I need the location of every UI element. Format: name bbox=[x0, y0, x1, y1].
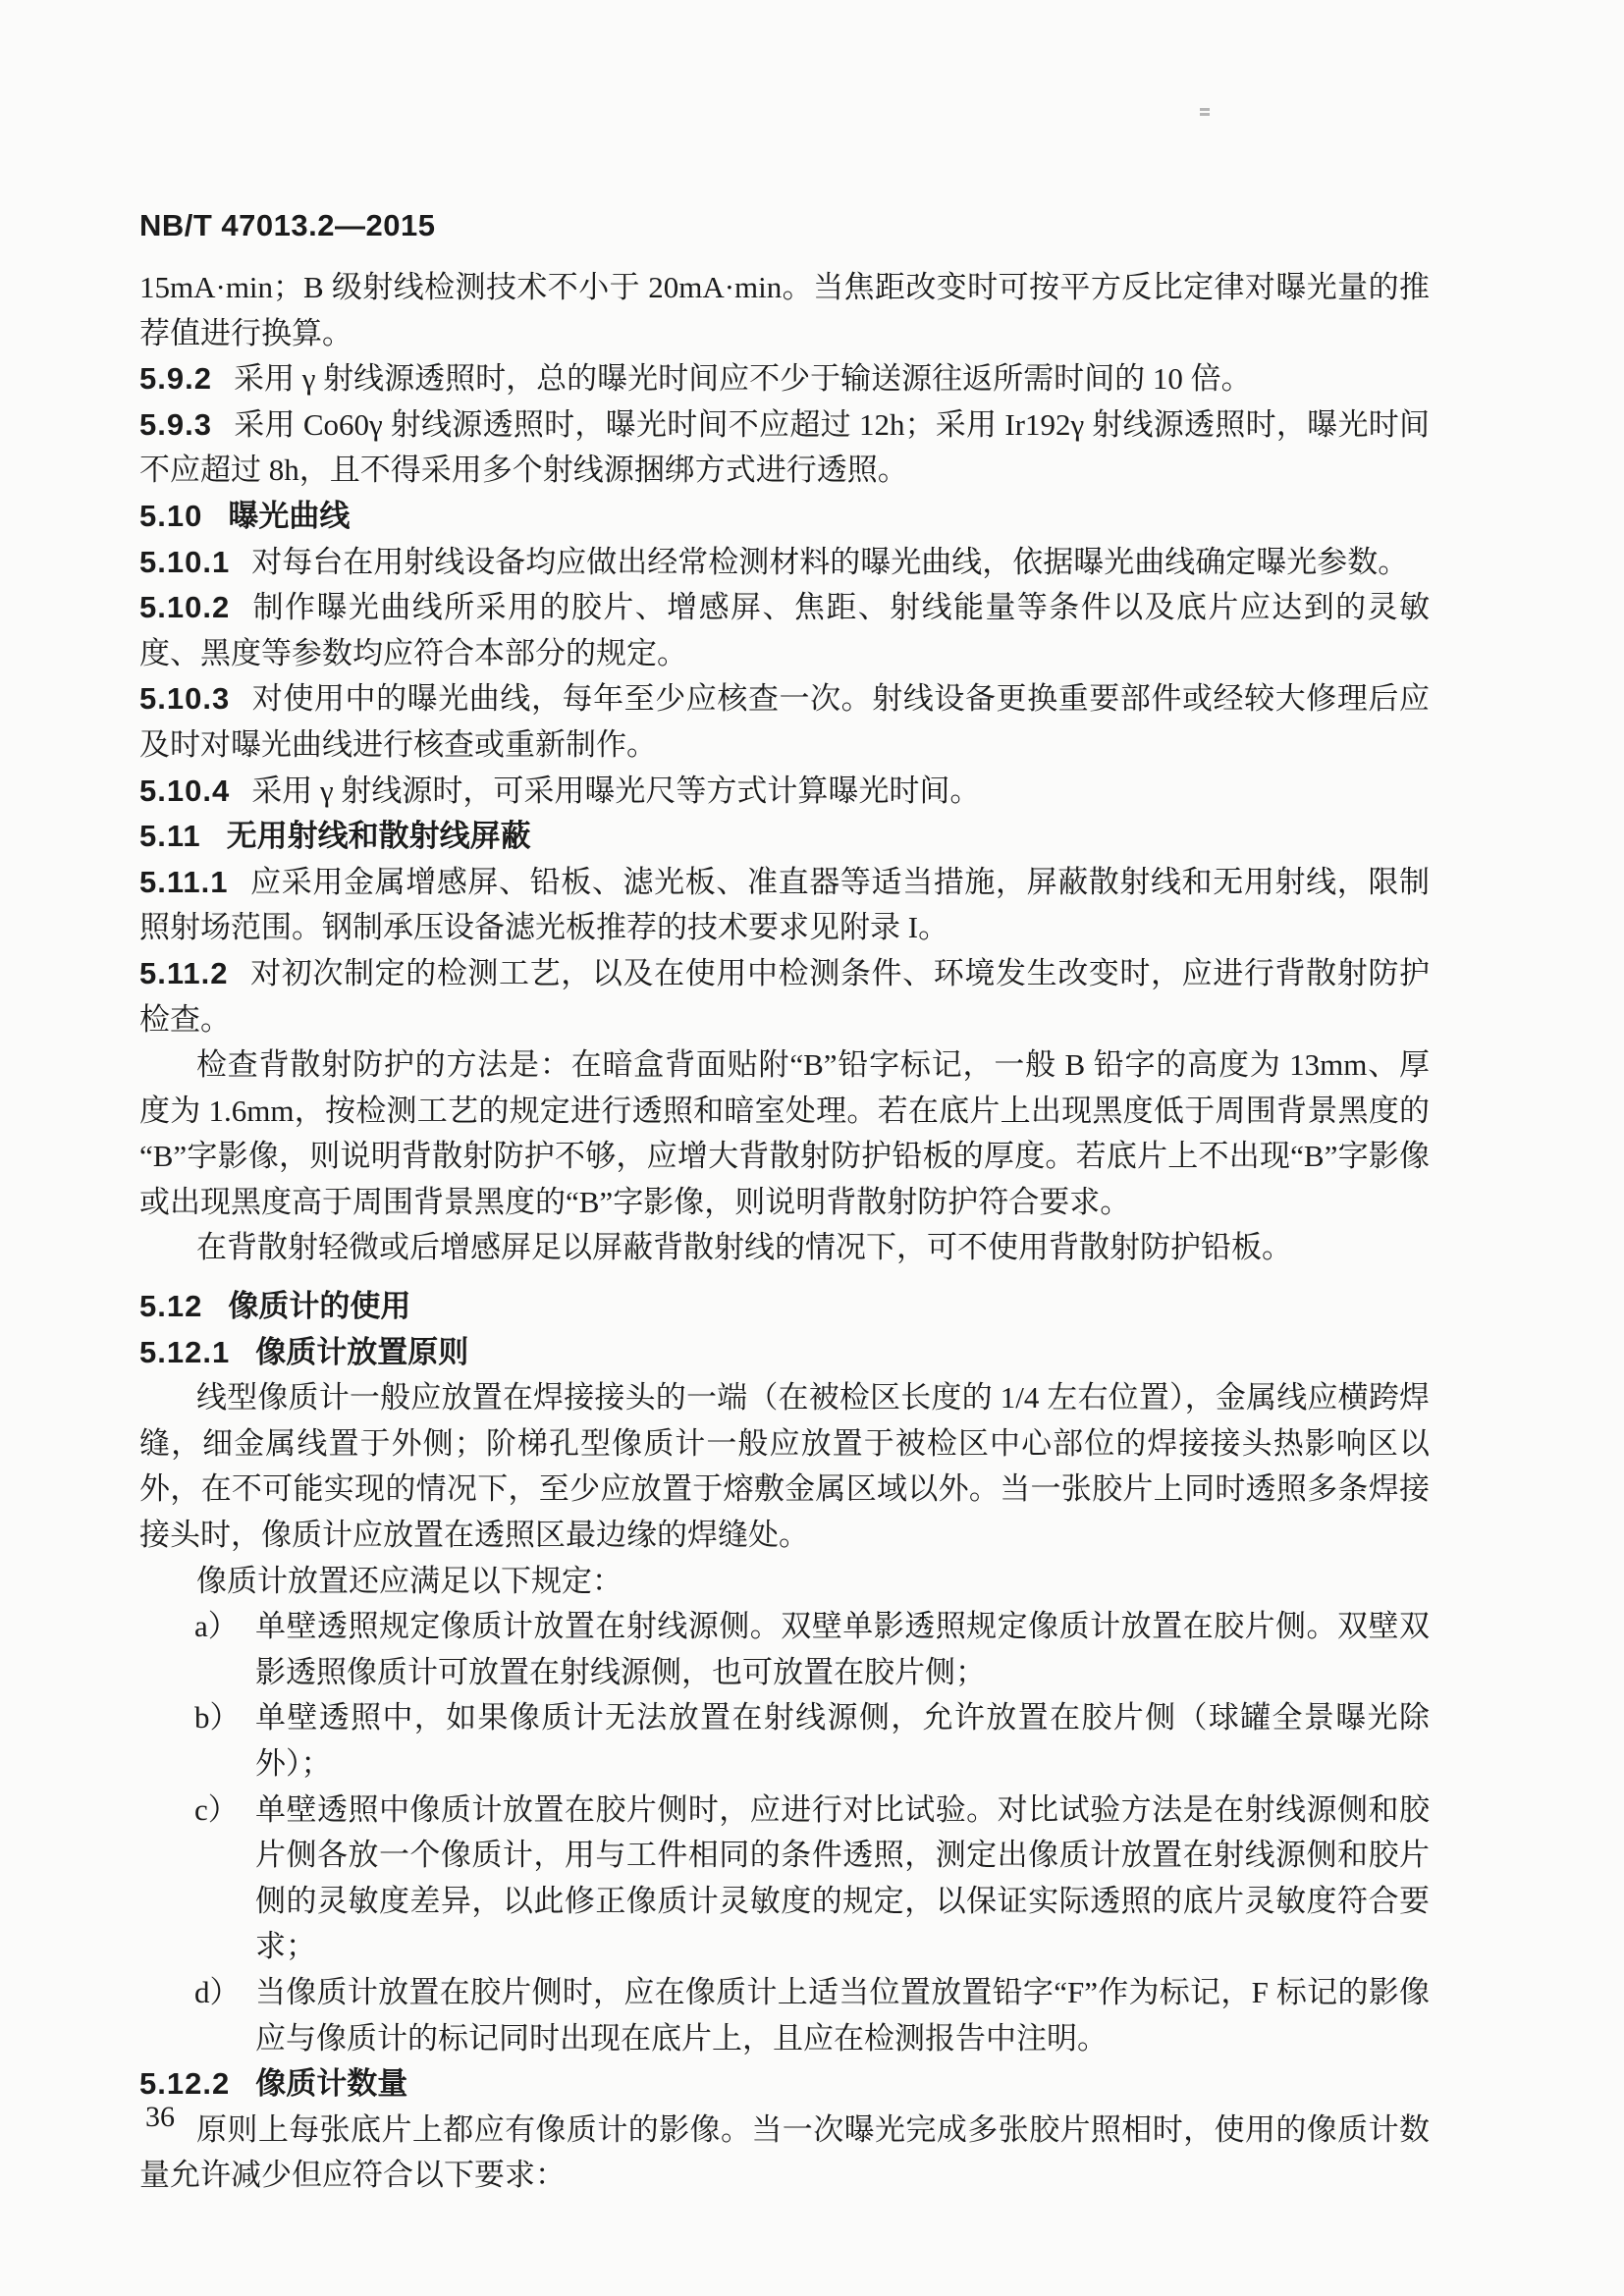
clause-paragraph bbox=[139, 402, 1430, 494]
clause-number: 5.12.1 bbox=[139, 1334, 231, 1369]
paragraph-text: 对使用中的曝光曲线，每年至少应核查一次。射线设备更换重要部件或经较大修理后应及时对曝光曲线进行核查或重新制作。 bbox=[139, 681, 1430, 762]
section-heading bbox=[139, 1330, 1430, 1376]
paragraph-text: 单壁透照中像质计放置在胶片侧时，应进行对比试验。对比试验方法是在射线源侧和胶片侧各放一个像质计，用与工件相同的条件透照，测定出像质计放置在射线源侧和胶片侧的灵敏度差异，以此修正像质计灵敏度的规定，以保证实际透照的底片灵敏度符合要求； bbox=[255, 1791, 1430, 1964]
section-heading bbox=[139, 494, 1430, 540]
clause-paragraph bbox=[139, 769, 1430, 815]
paragraph-text: 制作曝光曲线所采用的胶片、增感屏、焦距、射线能量等条件以及底片应达到的灵敏度、黑度等参数均应符合本部分的规定。 bbox=[139, 590, 1430, 670]
list-item bbox=[139, 1788, 1430, 1970]
section-heading bbox=[139, 2061, 1430, 2108]
paragraph-text: 检查背散射防护的方法是：在暗盒背面贴附“B”铅字标记，一般 B 铅字的高度为 13mm、厚度为 1.6mm，按检测工艺的规定进行透照和暗室处理。若在底片上出现黑度低于周围背景黑度的“B”字影像，则说明背散射防护不够，应增大背散射防护铅板的厚度。若底片上不出现“B”字影像或出现黑度高于周围背景黑度的“B”字影像，则说明背散射防护符合要求。 bbox=[139, 1047, 1430, 1219]
paragraph-text: 无用射线和散射线屏蔽 bbox=[226, 819, 531, 854]
list-marker: a） bbox=[194, 1609, 239, 1644]
clause-paragraph bbox=[139, 356, 1430, 402]
clause-number: 5.10 bbox=[139, 498, 203, 533]
clause-number: 5.11.1 bbox=[139, 864, 229, 899]
clause-number: 5.12 bbox=[139, 1289, 203, 1324]
paragraph-text: 像质计数量 bbox=[255, 2066, 408, 2102]
paragraph-text: 原则上每张底片上都应有像质计的影像。当一次曝光完成多张胶片照相时，使用的像质计数量允许减少但应符合以下要求： bbox=[139, 2111, 1430, 2193]
paragraph-text: 采用 Co60γ 射线源透照时，曝光时间不应超过 12h；采用 Ir192γ 射线源透照时，曝光时间不应超过 8h，且不得采用多个射线源捆绑方式进行透照。 bbox=[139, 406, 1430, 488]
paragraph bbox=[139, 1225, 1430, 1271]
paragraph-text: 应采用金属增感屏、铅板、滤光板、准直器等适当措施，屏蔽散射线和无用射线，限制照射场范围。钢制承压设备滤光板推荐的技术要求见附录 I。 bbox=[139, 864, 1430, 945]
clause-number: 5.10.3 bbox=[139, 681, 231, 717]
paragraph bbox=[139, 1375, 1430, 1558]
clause-number: 5.11 bbox=[139, 819, 201, 854]
section-heading bbox=[139, 1284, 1430, 1330]
paragraph-text: 单壁透照中，如果像质计无法放置在射线源侧，允许放置在胶片侧（球罐全景曝光除外）； bbox=[255, 1700, 1430, 1781]
clause-number: 5.9.3 bbox=[139, 406, 212, 442]
clause-number: 5.9.2 bbox=[139, 361, 212, 397]
paragraph-text: 像质计放置原则 bbox=[255, 1334, 469, 1369]
section-heading bbox=[139, 814, 1430, 860]
clause-number: 5.10.4 bbox=[139, 773, 231, 808]
standard-number: NB/T 47013.2—2015 bbox=[139, 208, 436, 242]
clause-paragraph bbox=[139, 585, 1430, 676]
clause-paragraph bbox=[139, 676, 1430, 768]
paragraph bbox=[139, 1042, 1430, 1225]
clause-paragraph bbox=[139, 540, 1430, 586]
paragraph-text: 采用 γ 射线源时，可采用曝光尺等方式计算曝光时间。 bbox=[251, 773, 981, 808]
paragraph-text: 当像质计放置在胶片侧时，应在像质计上适当位置放置铅字“F”作为标记，F 标记的影像应与像质计的标记同时出现在底片上，且应在检测报告中注明。 bbox=[255, 1974, 1430, 2056]
scan-artifact-mark bbox=[1200, 108, 1210, 117]
paragraph bbox=[139, 1559, 1430, 1605]
paragraph-text: 采用 γ 射线源透照时，总的曝光时间应不少于输送源往返所需时间的 10 倍。 bbox=[233, 361, 1252, 397]
clause-number: 5.11.2 bbox=[139, 955, 229, 990]
list-marker: b） bbox=[194, 1700, 241, 1735]
clause-paragraph bbox=[139, 860, 1430, 951]
paragraph-text: 像质计的使用 bbox=[228, 1289, 411, 1324]
paragraph-text: 线型像质计一般应放置在焊接接头的一端（在被检区长度的 1/4 左右位置），金属线应横跨焊缝，细金属线置于外侧；阶梯孔型像质计一般应放置于被检区中心部位的焊接接头热影响区以外，在不可能实现的情况下，至少应放置于熔敷金属区域以外。当一张胶片上同时透照多条焊接接头时，像质计应放置在透照区最边缘的焊缝处。 bbox=[139, 1380, 1430, 1553]
clause-number: 5.12.2 bbox=[139, 2066, 231, 2102]
paragraph-text: 对每台在用射线设备均应做出经常检测材料的曝光曲线，依据曝光曲线确定曝光参数。 bbox=[251, 544, 1409, 579]
page-number: 36 bbox=[145, 2101, 175, 2133]
list-marker: c） bbox=[194, 1791, 239, 1827]
paragraph-text: 单壁透照规定像质计放置在射线源侧。双壁单影透照规定像质计放置在胶片侧。双壁双影透照像质计可放置在射线源侧，也可放置在胶片侧； bbox=[255, 1609, 1430, 1689]
paragraph-text: 15mA·min；B 级射线检测技术不小于 20mA·min。当焦距改变时可按平方反比定律对曝光量的推荐值进行换算。 bbox=[139, 270, 1430, 350]
clause-paragraph bbox=[139, 951, 1430, 1042]
clause-number: 5.10.2 bbox=[139, 590, 231, 625]
paragraph-text: 对初次制定的检测工艺，以及在使用中检测条件、环境发生改变时，应进行背散射防护检查。 bbox=[139, 955, 1430, 1037]
paragraph bbox=[139, 2108, 1430, 2199]
list-item bbox=[139, 1604, 1430, 1695]
list-item bbox=[139, 1970, 1430, 2061]
paragraph-text: 在背散射轻微或后增感屏足以屏蔽背散射线的情况下，可不使用背散射防护铅板。 bbox=[196, 1230, 1292, 1265]
clause-number: 5.10.1 bbox=[139, 544, 231, 579]
paragraph-text: 像质计放置还应满足以下规定： bbox=[196, 1563, 623, 1598]
document-body bbox=[139, 265, 1430, 2199]
list-marker: d） bbox=[194, 1974, 241, 2009]
list-item bbox=[139, 1695, 1430, 1787]
paragraph bbox=[139, 265, 1430, 356]
paragraph-text: 曝光曲线 bbox=[228, 498, 351, 533]
